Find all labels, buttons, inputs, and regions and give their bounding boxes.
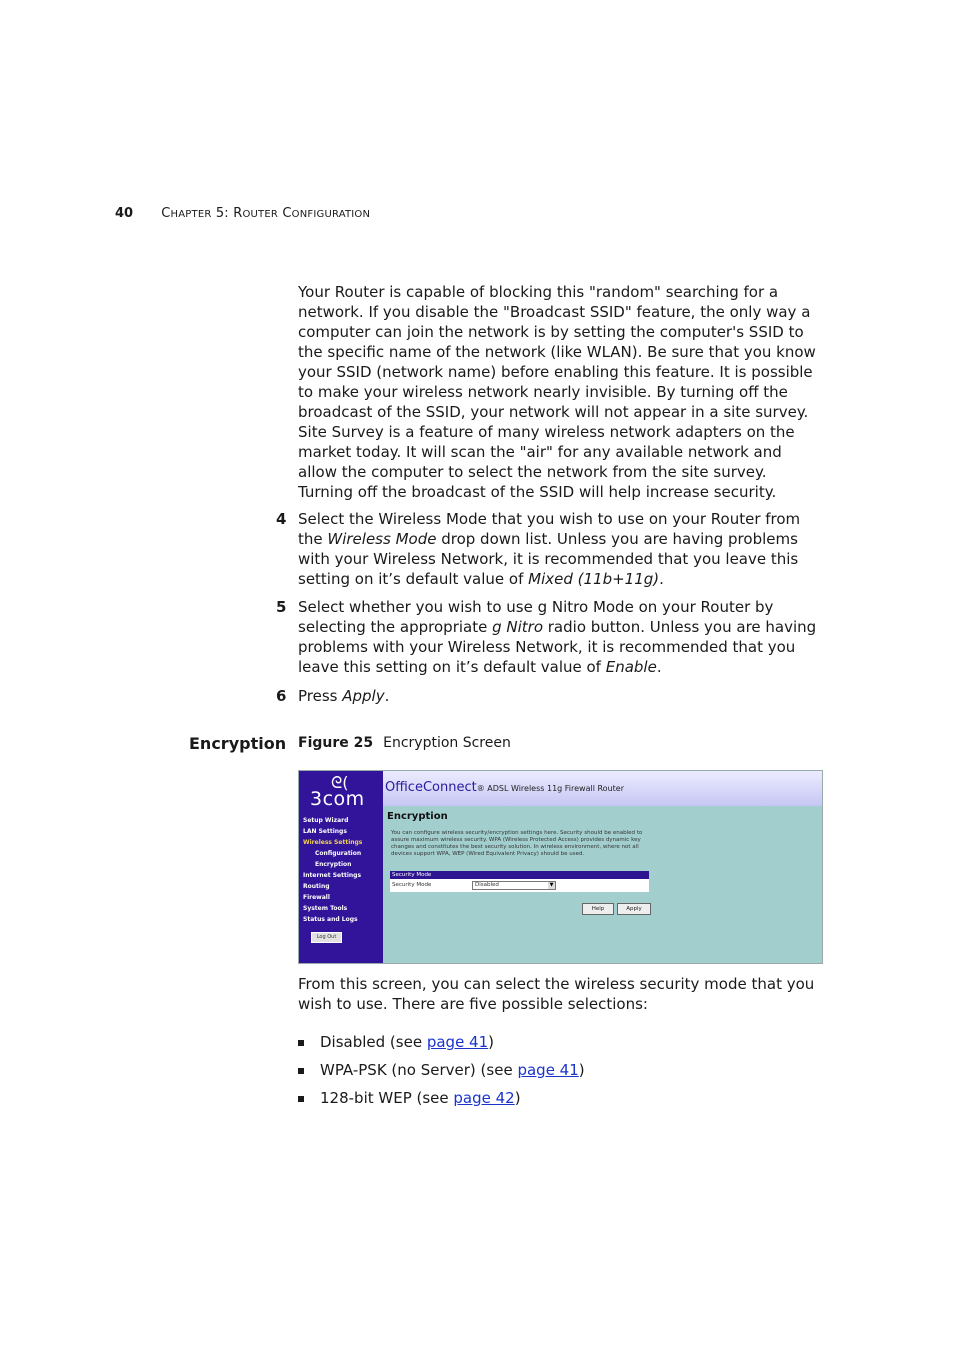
security-mode-header: Security Mode [390,871,649,879]
bullet-icon [298,1068,304,1074]
step-6 [276,686,822,706]
step-text: Select the Wireless Mode that you wish to use on your Router from the Wireless Mode drop down list. Unless you are having problems with your Wireless Network, it is recommended that you leave this setting on it’s default value of Mixed (11b+11g). [298,510,801,588]
router-sidebar [299,771,383,963]
page-link[interactable]: page 41 [426,1033,489,1051]
router-description: You can configure wireless security/encryption settings here. Security should be enabled to assure maximum wireless security. WPA (Wireless Protected Access) provides dynamic key changes and constitutes the best security solution. In wireless environment, where not all devices support WPA, WEP (Wired Equivalent Privacy) should be used. [391,830,643,857]
product-brand: OfficeConnect® ADSL Wireless 11g Firewall Router [385,780,624,795]
3com-swirl-icon: ᘓ( [331,773,349,792]
step-5 [276,597,822,677]
intro-paragraph: Your Router is capable of blocking this "random" searching for a network. If you disable the "Broadcast SSID" feature, the only way a computer can join the network is by setting the computer's SSID to the specific name of the network (like WLAN). Be sure that you know your SSID (network name) before enabling this feature. It is possible to make your wireless network nearly invisible. By turning off the broadcast of the SSID, your network will not appear in a site survey. Site Survey is a feature of many wireless network adapters on the market today. It will scan the "air" for any available network and allow the computer to select the network from the site survey. Turning off the broadcast of the SSID will help increase security. [298,283,816,501]
step-4 [276,509,822,589]
nav-setup-wizard[interactable]: Setup Wizard [303,817,349,824]
bullet-icon [298,1040,304,1046]
logout-button[interactable]: Log Out [311,932,342,943]
step-number: 5 [276,598,287,616]
nav-routing[interactable]: Routing [303,883,330,890]
router-page-title: Encryption [387,811,448,822]
page-link[interactable]: page 41 [517,1061,579,1079]
3com-logo: 3com [310,788,365,810]
nav-encryption[interactable]: Encryption [315,861,352,868]
list-item: 128-bit WEP (see page 42) [298,1088,585,1108]
security-options-list [298,1032,585,1116]
router-nav [303,815,362,925]
nav-configuration[interactable]: Configuration [315,850,362,857]
help-button[interactable]: Help [582,903,614,915]
nav-status-logs[interactable]: Status and Logs [303,916,358,923]
step-number: 4 [276,510,287,528]
list-item: Disabled (see page 41) [298,1032,585,1052]
nav-system-tools[interactable]: System Tools [303,905,348,912]
page-number: 40 [115,206,134,221]
list-item: WPA-PSK (no Server) (see page 41) [298,1060,585,1080]
bullet-icon [298,1096,304,1102]
security-mode-label: Security Mode [392,882,432,888]
nav-internet-settings[interactable]: Internet Settings [303,872,362,879]
nav-firewall[interactable]: Firewall [303,894,330,901]
figure-caption: Figure 25 Encryption Screen [298,735,511,751]
router-topbar [383,771,822,806]
step-text: Select whether you wish to use g Nitro Mode on your Router by selecting the appropriate g Nitro radio button. Unless you are having problems with your Wireless Network, it is recommended that you leave this setting on it’s default value of Enable. [298,598,817,676]
apply-button[interactable]: Apply [617,903,651,915]
encryption-screen-figure [298,770,823,964]
page-header [115,206,370,221]
security-mode-select[interactable]: Disabled ▼ [472,881,556,890]
after-figure-paragraph: From this screen, you can select the wireless security mode that you wish to use. There are five possible selections: [298,975,815,1013]
chapter-title: CHAPTER 5: ROUTER CONFIGURATION [161,206,371,221]
nav-wireless-settings[interactable]: Wireless Settings [303,839,363,846]
page-link[interactable]: page 42 [453,1089,515,1107]
step-number: 6 [276,687,287,705]
chevron-down-icon: ▼ [549,882,554,888]
step-text: Press Apply. [298,687,390,705]
section-heading: Encryption [189,734,287,753]
nav-lan-settings[interactable]: LAN Settings [303,828,347,835]
security-mode-row [390,879,649,892]
